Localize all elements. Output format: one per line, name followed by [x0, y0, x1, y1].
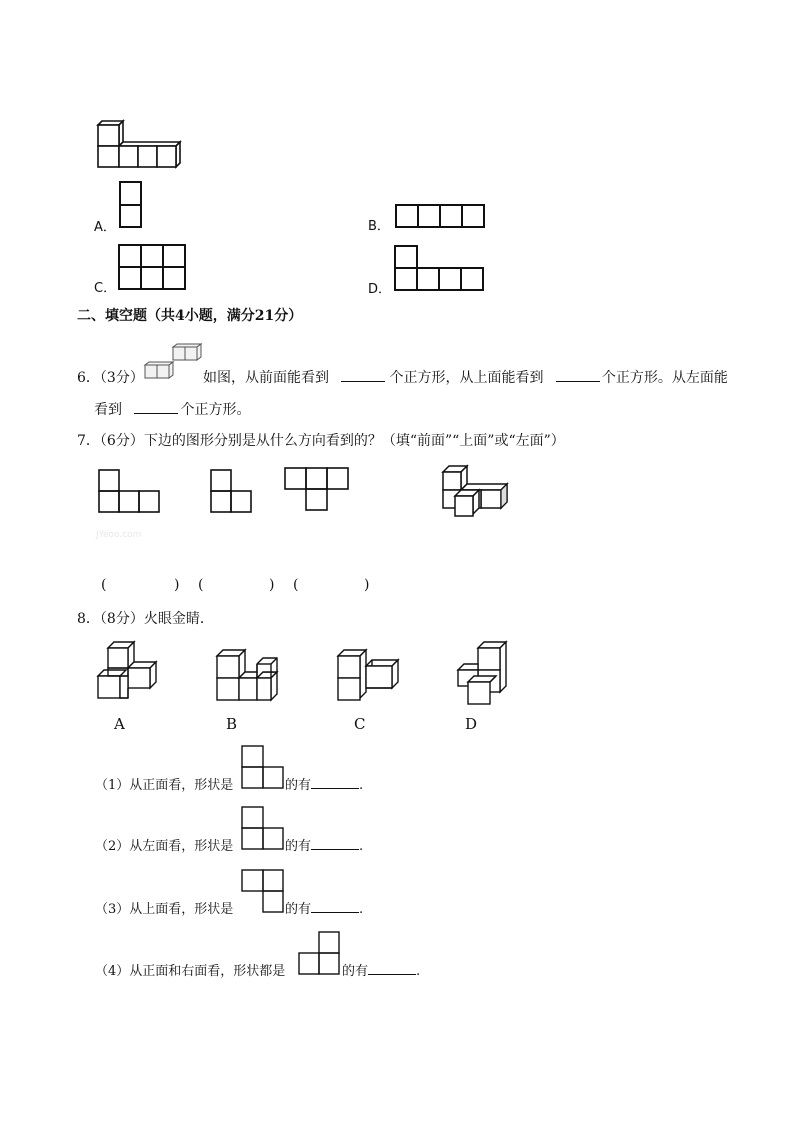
- q8-sub1-answer[interactable]: [311, 788, 359, 789]
- q8-figure-c: [336, 648, 402, 704]
- q7-number: 7．（6分）: [77, 433, 144, 449]
- q7-watermark: JYeoo.com: [96, 530, 142, 540]
- q8-label-c: C: [354, 715, 366, 733]
- option-a-figure: [119, 181, 143, 229]
- q8-sub2-end: .: [359, 839, 364, 854]
- option-c-label[interactable]: C．: [94, 281, 117, 296]
- q6-answer-top[interactable]: [556, 381, 600, 382]
- q8-sub1-pre: （1）从正面看，形状是: [95, 778, 234, 793]
- q6-text-3: 个正方形。从左面能: [601, 370, 728, 386]
- q8-sub4-shape: [298, 931, 342, 977]
- q8-sub3-post: 的有: [285, 902, 312, 917]
- q8-prompt: [77, 612, 214, 626]
- q6-number: 6．（3分）: [77, 370, 144, 386]
- q7-slot-3-open[interactable]: (: [293, 577, 299, 593]
- q6-text-4: 看到: [94, 402, 122, 418]
- q8-sub3-answer[interactable]: [311, 912, 359, 913]
- q8-title: 火眼金睛．: [143, 611, 214, 627]
- q6-answer-left[interactable]: [134, 413, 178, 414]
- q8-sub1-post: 的有: [285, 778, 312, 793]
- option-d-label[interactable]: D．: [368, 282, 392, 297]
- q6-answer-front[interactable]: [341, 381, 385, 382]
- section-title: 二、填空题（共4小题，满分21分）: [77, 308, 303, 324]
- q8-sub4-pre: （4）从正面和右面看，形状都是: [95, 964, 286, 979]
- q7-view-1: [98, 469, 162, 515]
- q6-text-1: 如图，从前面能看到: [203, 370, 329, 386]
- q8-sub4-answer[interactable]: [368, 974, 416, 975]
- q6-text-5: 个正方形。: [180, 402, 251, 418]
- q8-sub4: [95, 965, 285, 978]
- q8-sub1-shape: [241, 745, 285, 791]
- q6-block-figure: [143, 343, 203, 381]
- q8-sub2-shape: [241, 806, 285, 852]
- q8-figure-b: [215, 648, 281, 704]
- q7-slot-2-open[interactable]: (: [198, 577, 204, 593]
- q7-text: 下边的图形分别是从什么方向看到的？（填“前面”“上面”或“左面”）: [143, 433, 565, 449]
- q8-label-b: B: [226, 715, 238, 733]
- q8-label-d: D: [465, 715, 478, 733]
- option-b-label[interactable]: B．: [368, 219, 390, 234]
- q7-slot-1-close: ): [174, 577, 180, 593]
- q8-sub2-answer[interactable]: [311, 849, 359, 850]
- q7-slot-1-open[interactable]: (: [101, 577, 107, 593]
- q8-sub2-tail: [285, 840, 363, 853]
- q8-sub3: [95, 903, 233, 916]
- q8-sub4-end: .: [416, 964, 421, 979]
- q8-sub2-post: 的有: [285, 839, 312, 854]
- q8-number: 8．（8分）: [77, 611, 144, 627]
- q8-figure-a: [96, 640, 160, 706]
- q7-view-3: [284, 467, 350, 513]
- q8-sub2-pre: （2）从左面看，形状是: [95, 839, 234, 854]
- q8-sub4-post: 的有: [342, 964, 369, 979]
- q8-sub3-shape: [241, 869, 285, 915]
- q7-block-figure: [441, 465, 511, 519]
- q8-sub1: [95, 779, 233, 792]
- q8-sub3-tail: [285, 903, 363, 916]
- q7-prompt: [77, 434, 565, 448]
- q6-line1: [203, 371, 728, 385]
- q6-line2: [94, 403, 250, 417]
- q8-sub1-end: .: [359, 778, 364, 793]
- q7-slot-2-close: ): [269, 577, 275, 593]
- q8-label-a: A: [114, 715, 125, 733]
- option-d-figure: [394, 245, 486, 293]
- q8-sub4-tail: [342, 965, 420, 978]
- q7-view-2: [210, 469, 254, 515]
- option-c-figure: [118, 244, 188, 292]
- q8-sub1-tail: [285, 779, 363, 792]
- q8-figure-d: [456, 640, 512, 706]
- q8-sub3-pre: （3）从上面看，形状是: [95, 902, 234, 917]
- q8-sub2: [95, 840, 233, 853]
- option-a-label[interactable]: A．: [94, 220, 116, 235]
- q6-text-2: 个正方形，从上面能看到: [389, 370, 544, 386]
- option-b-figure: [395, 204, 487, 230]
- q7-slot-3-close: ): [364, 577, 370, 593]
- q5-block-figure: [96, 121, 186, 171]
- q8-sub3-end: .: [359, 902, 364, 917]
